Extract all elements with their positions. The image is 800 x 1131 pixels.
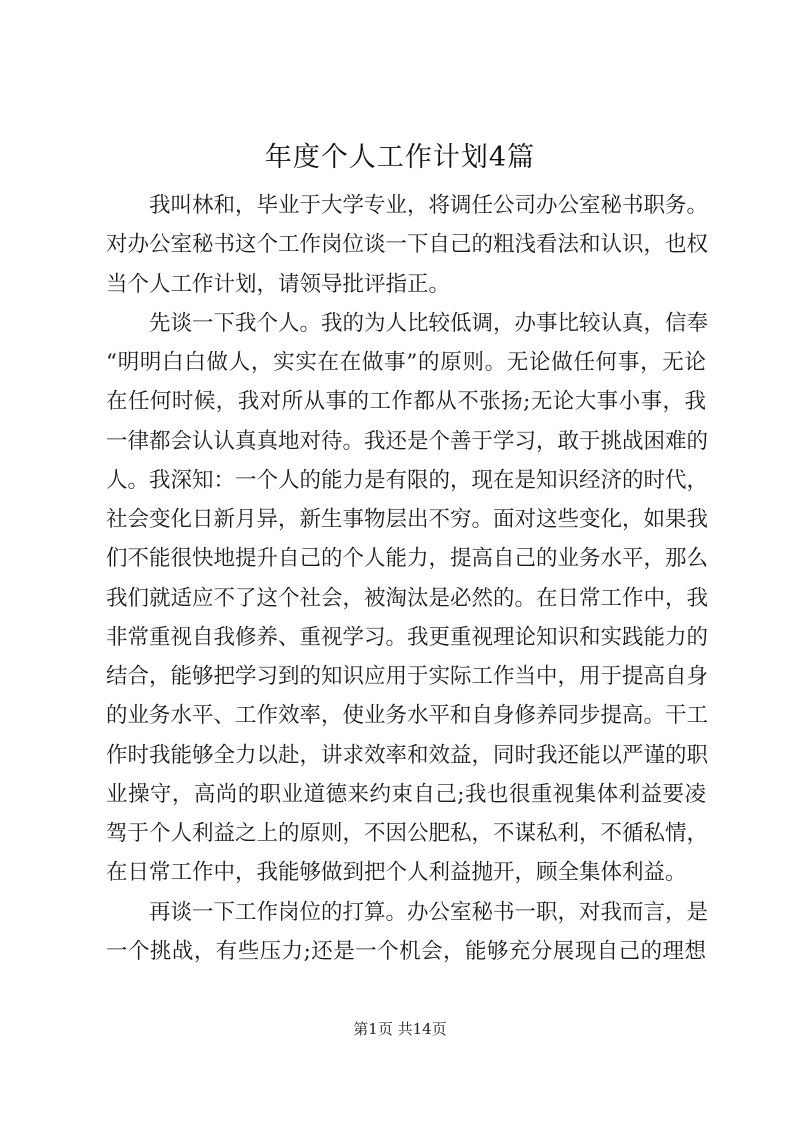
paragraph-line: 在日常工作中，我能够做到把个人利益抛开，顾全集体利益。 [106,860,687,886]
paragraph-line: 社会变化日新月异，新生事物层出不穷。面对这些变化，如果我 [106,507,709,532]
paragraph-line: 结合，能够把学习到的知识应用于实际工作当中，用于提高自身 [106,664,709,689]
paragraph-line: 非常重视自我修养、重视学习。我更重视理论知识和实践能力的 [106,624,709,650]
paragraph-line: 人。我深知：一个人的能力是有限的，现在是知识经济的时代， [106,467,709,493]
document-title: 年度个人工作计划4篇 [264,142,536,173]
paragraph-line: 我们就适应不了这个社会，被淘汰是必然的。在日常工作中，我 [106,585,709,611]
paragraph-line: 当个人工作计划，请领导批评指正。 [106,271,451,297]
paragraph-line: 的业务水平、工作效率，使业务水平和自身修养同步提高。干工 [106,703,709,729]
paragraph-line: 驾于个人利益之上的原则，不因公肥私，不谋私利，不循私情， [106,821,709,846]
paragraph-line: 对办公室秘书这个工作岗位谈一下自己的粗浅看法和认识，也权 [106,232,709,258]
paragraph-line: 在任何时候，我对所从事的工作都从不张扬;无论大事小事，我 [106,389,706,415]
paragraph-line: 我叫林和，毕业于大学专业，将调任公司办公室秘书职务。 [149,193,709,218]
paragraph-line: “明明白白做人，实实在在做事”的原则。无论做任何事，无论 [106,350,706,375]
paragraph-line: 作时我能够全力以赴，讲求效率和效益，同时我还能以严谨的职 [106,742,709,768]
page-number-footer: 第1页 共14页 [353,1020,447,1038]
paragraph-line: 一个挑战，有些压力;还是一个机会，能够充分展现自己的理想 [106,938,706,964]
paragraph-line: 先谈一下我个人。我的为人比较低调，办事比较认真，信奉 [149,310,709,336]
paragraph-line: 们不能很快地提升自己的个人能力，提高自己的业务水平，那么 [106,546,709,572]
paragraph-line: 业操守，高尚的职业道德来约束自己;我也很重视集体利益要凌 [106,781,706,807]
document-body [106,186,709,971]
paragraph-line: 一律都会认认真真地对待。我还是个善于学习，敢于挑战困难的 [106,428,709,454]
paragraph-line: 再谈一下工作岗位的打算。办公室秘书一职，对我而言，是 [149,899,709,925]
